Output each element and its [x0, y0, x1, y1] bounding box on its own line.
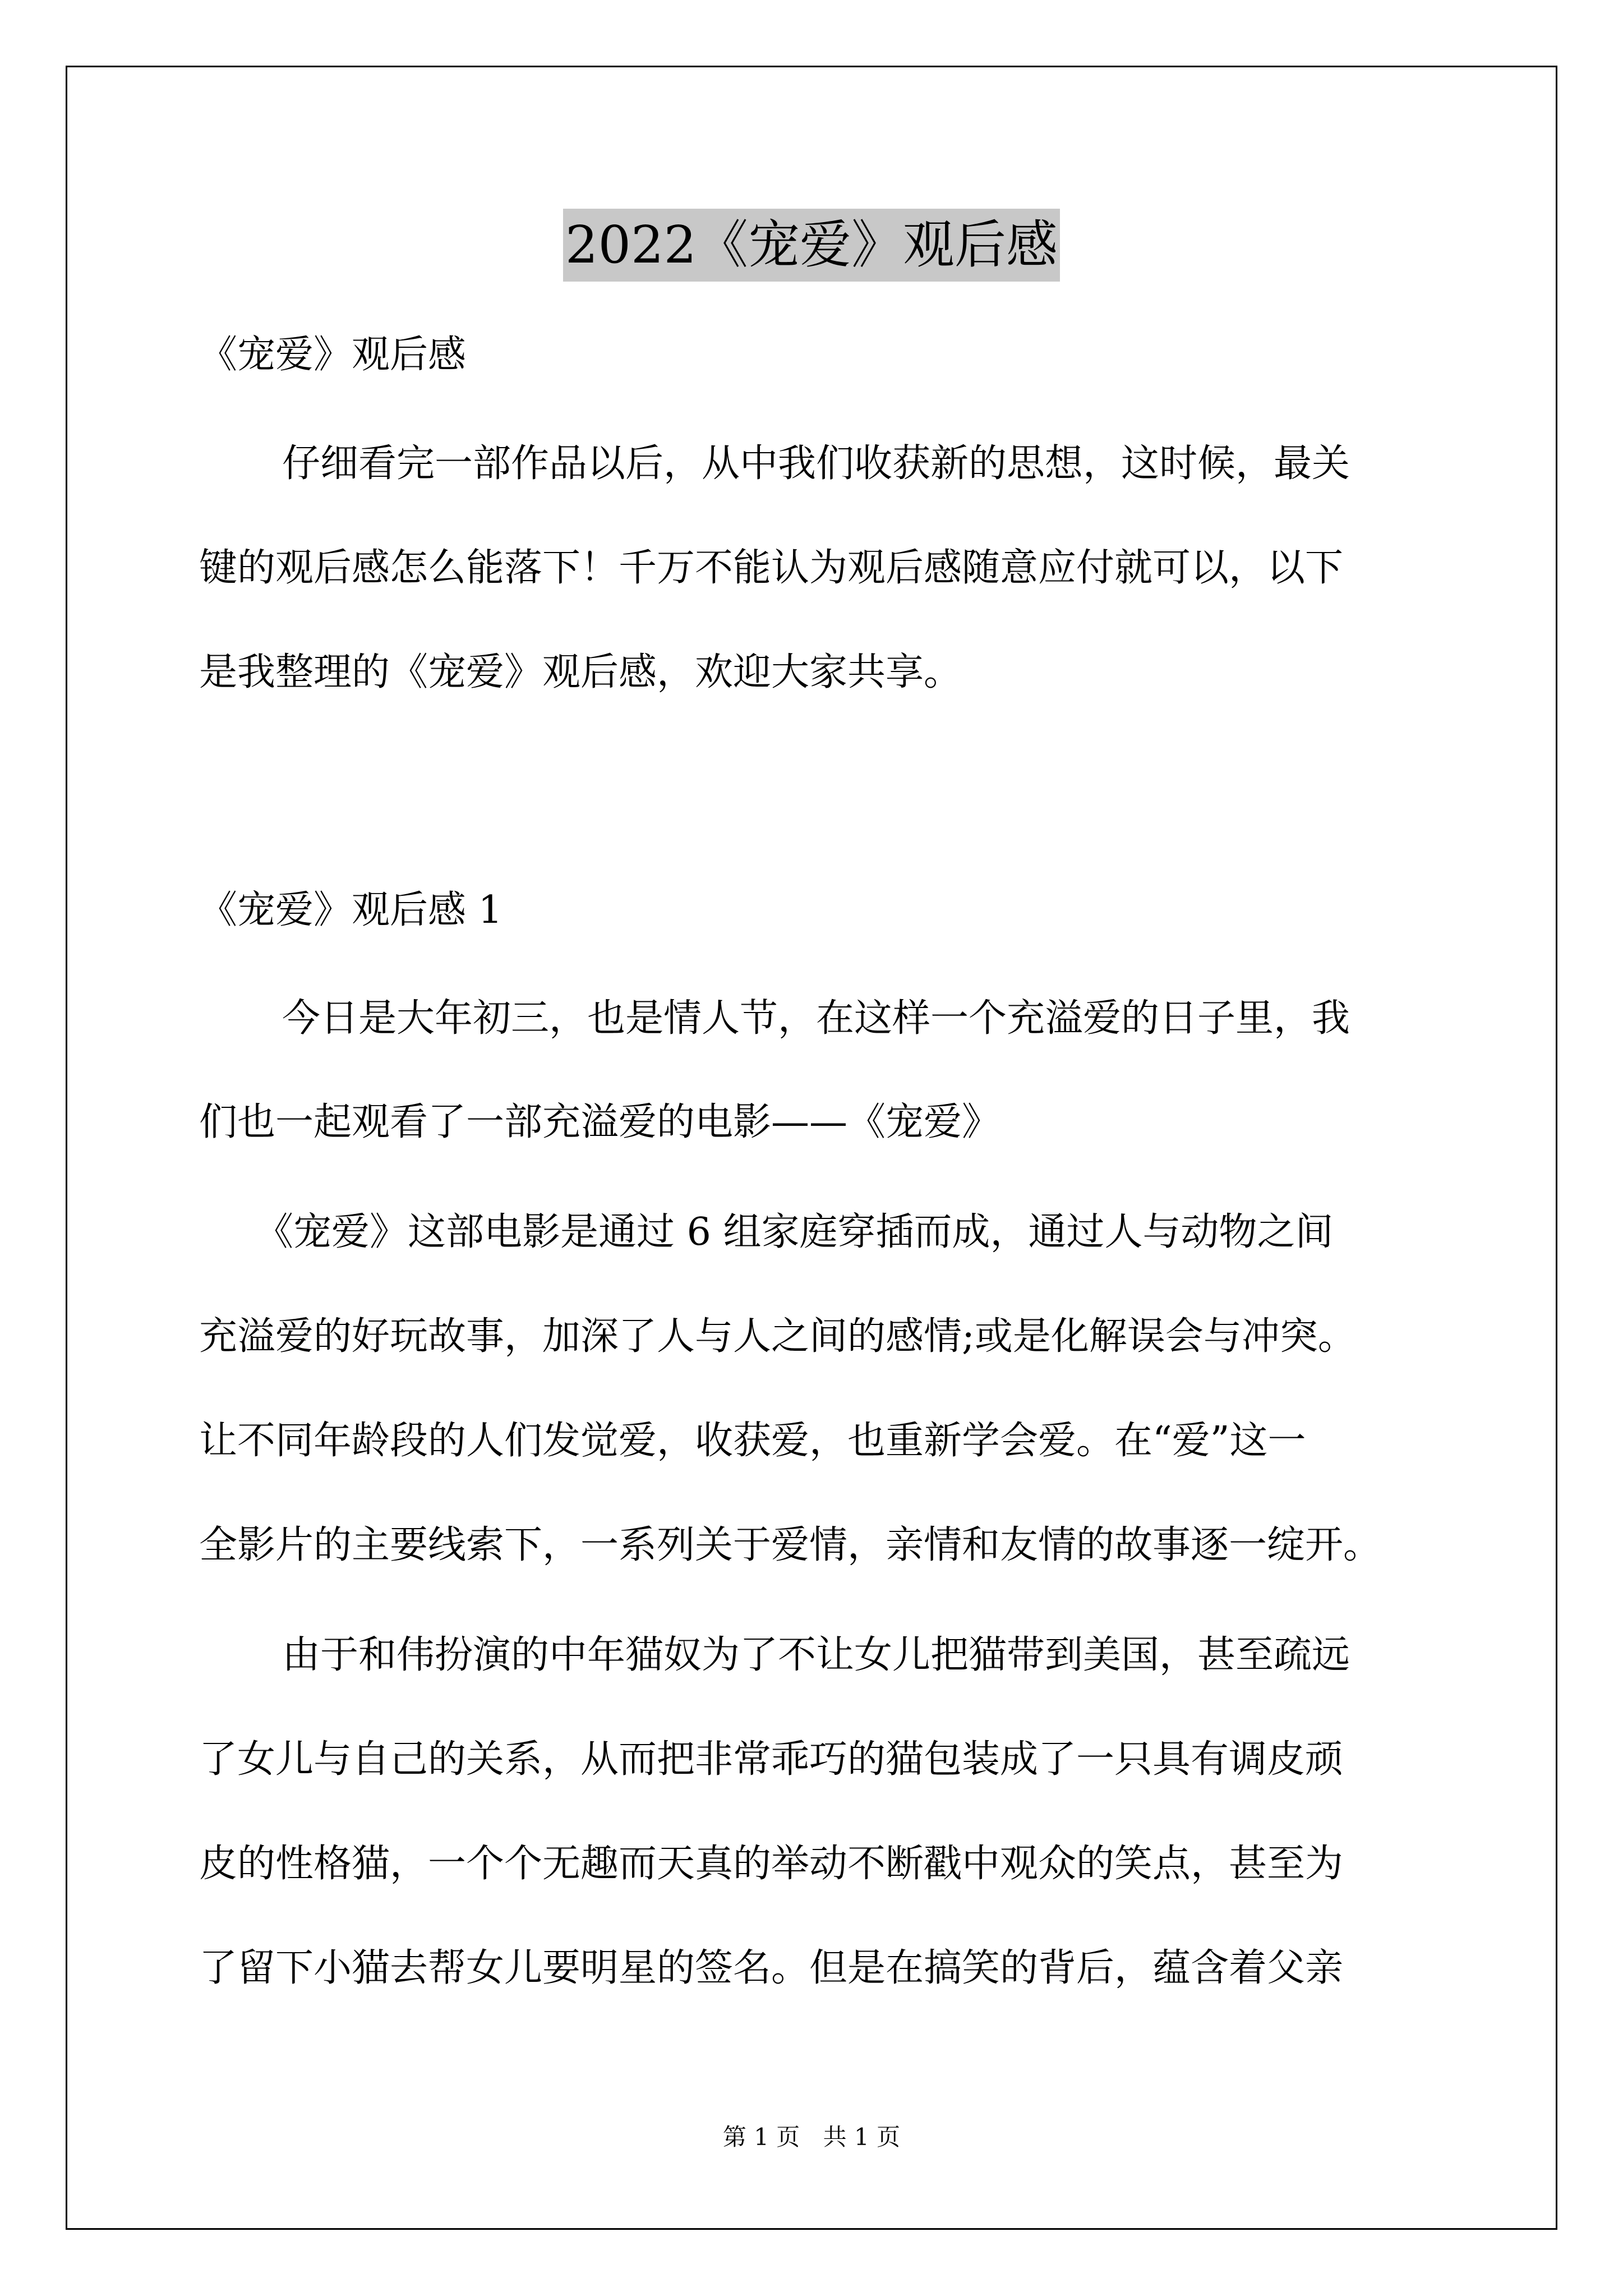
paragraph-line: 充溢爱的好玩故事，加深了人与人之间的感情;或是化解误会与冲突。 [199, 1314, 1356, 1359]
page-total: 共 1 页 [823, 2123, 901, 2151]
subtitle: 《宠爱》观后感 [199, 333, 467, 377]
page-number: 第 1 页 [722, 2123, 800, 2151]
paragraph-line: 了女儿与自己的关系，从而把非常乖巧的猫包装成了一只具有调皮顽 [199, 1737, 1344, 1782]
title-container [0, 209, 1623, 282]
paragraph-line: 了留下小猫去帮女儿要明星的签名。但是在搞笑的背后，蕴含着父亲 [199, 1946, 1344, 1990]
paragraph-line: 今日是大年初三，也是情人节，在这样一个充溢爱的日子里，我 [282, 996, 1350, 1041]
paragraph-line: 皮的性格猫，一个个无趣而天真的举动不断戳中观众的笑点，甚至为 [199, 1842, 1344, 1886]
paragraph-line: 让不同年龄段的人们发觉爱，收获爱，也重新学会爱。在“爱”这一 [199, 1419, 1306, 1463]
page-border [66, 66, 1557, 2230]
paragraph-line: 由于和伟扮演的中年猫奴为了不让女儿把猫带到美国，甚至疏远 [282, 1633, 1350, 1677]
paragraph-line: 仔细看完一部作品以后，从中我们收获新的思想，这时候，最关 [282, 441, 1350, 486]
paragraph-line: 们也一起观看了一部充溢爱的电影——《宠爱》 [199, 1100, 1000, 1144]
paragraph-line: 是我整理的《宠爱》观后感，欢迎大家共享。 [199, 650, 962, 694]
paragraph-line: 键的观后感怎么能落下！千万不能认为观后感随意应付就可以，以下 [199, 546, 1344, 590]
paragraph-line: 全影片的主要线索下，一系列关于爱情，亲情和友情的故事逐一绽开。 [199, 1523, 1382, 1567]
section-heading: 《宠爱》观后感 1 [199, 888, 502, 932]
document-title: 2022《宠爱》观后感 [563, 209, 1060, 282]
page-footer [0, 2120, 1623, 2154]
paragraph-line: 《宠爱》这部电影是通过 6 组家庭穿插而成，通过人与动物之间 [255, 1210, 1334, 1254]
